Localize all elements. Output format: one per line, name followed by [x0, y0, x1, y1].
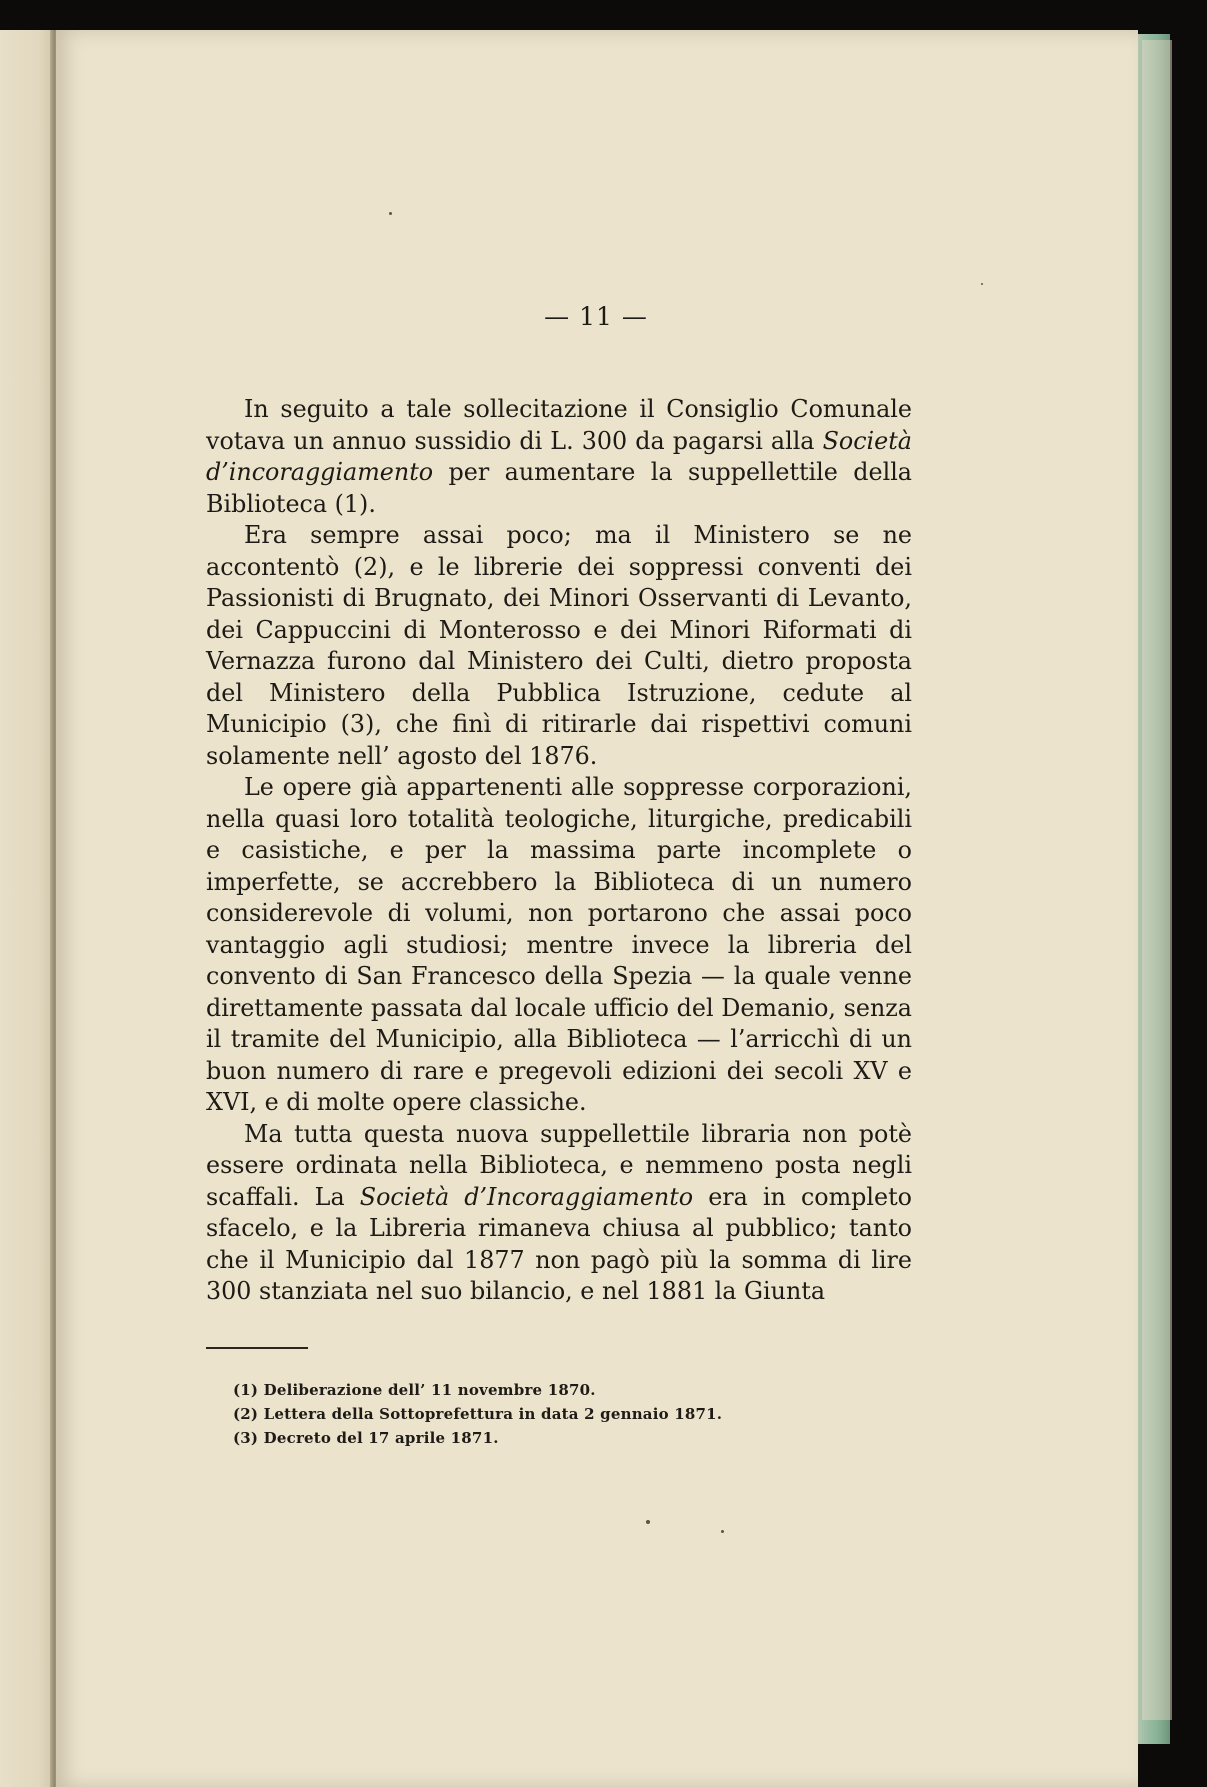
- paper-speck: [389, 212, 392, 215]
- body-text: [206, 394, 912, 1308]
- footnote-2: (2) Lettera della Sottoprefettura in data 2 gennaio 1871.: [233, 1405, 723, 1423]
- page-number: — 11 —: [544, 302, 648, 331]
- book-page: [56, 30, 1138, 1787]
- paragraph-1-italic: Società d’incoraggiamento: [206, 426, 912, 486]
- facing-page-edge: [0, 30, 56, 1787]
- paper-speck: [646, 1520, 650, 1524]
- footnote-separator: [206, 1347, 308, 1349]
- paragraph-2: Era sempre assai poco; ma il Ministero se ne accontentò (2), e le librerie dei soppressi conventi dei Passionisti di Brugnato, dei Minori Osservanti di Levanto, dei Cappuccini di Monterosso e dei Minori Riformati di Vernazza furono dal Ministero dei Culti, dietro proposta del Ministero della Pubblica Istruzione, cedute al Municipio (3), che finì di ritirarle dai rispettivi comuni solamente nell’ agosto del 1876.: [206, 521, 912, 770]
- paragraph-4-end: era in completo sfacelo, e la Libreria rimaneva chiusa al pubblico; tanto che il Municipio dal 1877 non pagò più la somma di lire 300 stanziata nel suo bilancio, e nel 1881 la Giunta: [206, 1182, 912, 1305]
- paragraph-4: [206, 1119, 912, 1308]
- paragraph-1-start: In seguito a tale sollecitazione il Consiglio Comunale votava un annuo sussidio di L. 300 da pagarsi alla: [206, 395, 912, 455]
- page-stack-highlight: [1142, 40, 1172, 1720]
- paragraph-4-start: Ma tutta questa nuova suppellettile libraria non potè essere ordinata nella Biblioteca, e nemmeno posta negli scaffali. La: [206, 1119, 912, 1211]
- footnotes: [233, 1378, 893, 1450]
- footnote-1: (1) Deliberazione dell’ 11 novembre 1870.: [233, 1381, 596, 1399]
- paragraph-3: Le opere già appartenenti alle soppresse corporazioni, nella quasi loro totalità teologiche, liturgiche, predicabili e casistiche, e per la massima parte incomplete o imperfette, se accrebbero la Biblioteca di un numero considerevole di volumi, non portarono che assai poco vantaggio agli studiosi; mentre invece la libreria del convento di San Francesco della Spezia — la quale venne direttamente passata dal locale ufficio del Demanio, senza il tramite del Municipio, alla Biblioteca — l’arricchì di un buon numero di rare e pregevoli edizioni dei secoli XV e XVI, e di molte opere classiche.: [206, 773, 912, 1116]
- footnote-3: (3) Decreto del 17 aprile 1871.: [233, 1429, 499, 1447]
- paper-speck: [721, 1530, 724, 1533]
- paper-speck: [981, 283, 983, 285]
- paragraph-4-italic: Società d’Incoraggiamento: [359, 1182, 694, 1211]
- paragraph-1-end: per aumentare la suppellettile della Biblioteca (1).: [206, 458, 912, 518]
- paragraph-1: [206, 394, 912, 520]
